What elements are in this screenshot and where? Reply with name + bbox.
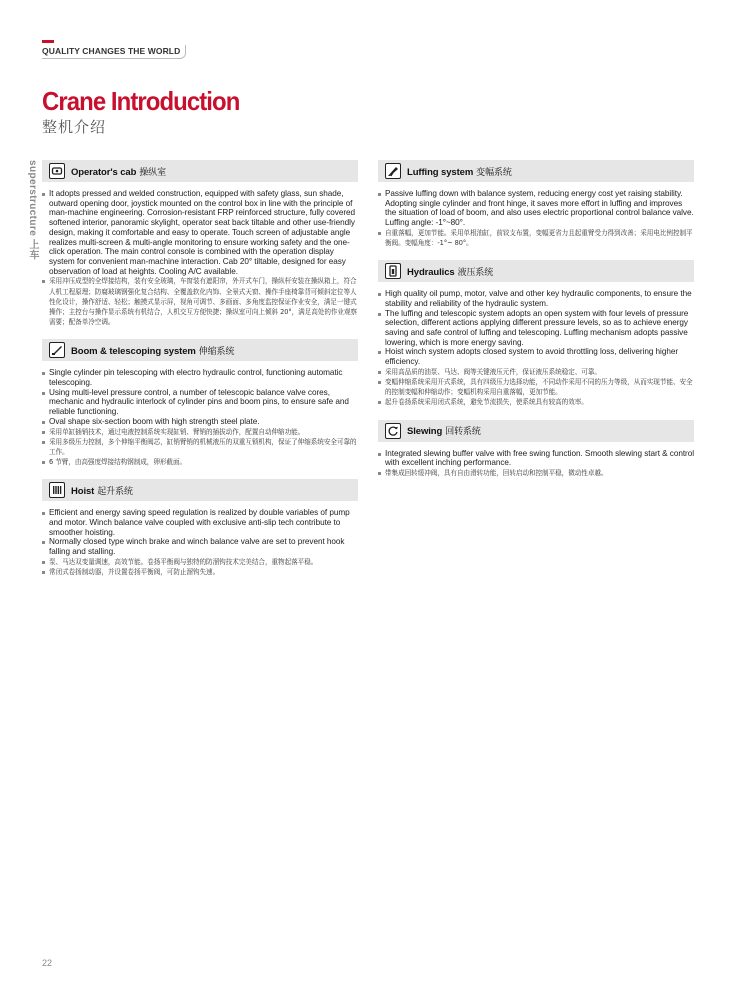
list-item-cn: 采用冲压成型的全焊接结构，装有安全玻璃，车窗装有遮阳帘，外开式车门，操纵杆安装在操纵箱上，符合人机工程原理；防腐玻璃钢强化复合结构、全覆盖软化内饰、全景式天窗、操作手座椅靠背可倾斜定位等人性化设计，操作舒适、轻松；触摸式显示屏，视角可调节、多画面、多角度监控保证作业安全，满足一键式操作；主控台与操作显示系统有机结合，人机交互方便快捷；操纵室可向上倾斜 20°，满足高处的作业观察需要；配备单冷空调。 <box>42 276 358 327</box>
list-item-cn: 变幅伸缩系统采用开式系统，具有四级压力选择功能，不同动作采用不同的压力等级，从而实现节能、安全的控制变幅和伸缩动作；变幅机构采用自重落幅，更加节能。 <box>378 377 694 397</box>
section-header <box>42 479 358 501</box>
section-header <box>378 260 694 282</box>
list-item: Oval shape six-section boom with high strength steel plate. <box>42 417 358 427</box>
page-title: Crane Introduction <box>42 86 240 116</box>
item-list <box>42 368 358 467</box>
left-column <box>42 160 358 589</box>
section-slewing <box>378 420 694 479</box>
list-item-cn: 泵、马达双变量调速，高效节能。卷扬平衡阀与独特的防溜钩技术完美结合，重物起落平稳。 <box>42 557 358 567</box>
section-operators-cab <box>42 160 358 327</box>
list-item-cn: 采用多级压力控制，多个伸缩平衡阀芯，缸销臂销的机械液压的双重互锁机构，保证了伸缩系统安全可靠的工作。 <box>42 437 358 457</box>
item-list <box>378 289 694 407</box>
list-item: Hoist winch system adopts closed system to avoid throttling loss, delivering higher efficiency. <box>378 347 694 366</box>
hoist-icon <box>49 482 65 498</box>
luffing-icon <box>385 163 401 179</box>
section-title: Hoist 起升系统 <box>71 485 133 497</box>
slewing-icon <box>385 423 401 439</box>
cab-icon <box>49 163 65 179</box>
item-list <box>378 189 694 248</box>
item-list <box>378 449 694 479</box>
hydraulics-icon <box>385 263 401 279</box>
page-subtitle: 整机介绍 <box>42 118 107 136</box>
list-item: It adopts pressed and welded construction, equipped with safety glass, sun shade, outward opening door, joystick mounted on the control box in line with the principle of man-machine engineering. Corrosion-resistant FRP reinforced structure, fully covered softened interior, panoramic skylight, operator seat back tiltable and other use-friendly design, making it comfortable and easy to operate. Touch screen of adjustable angle realizes multi-screen & multi-angle monitoring to ensure working safety and the one-click operation. The main control console is combined with the operation display system for convenient man-machine interaction. Cab 20° tiltable, designed for easy observation of load at heights. Cooling A/C available. <box>42 189 358 276</box>
section-hoist <box>42 479 358 577</box>
section-title: Hydraulics 液压系统 <box>407 266 494 278</box>
section-title: Boom & telescoping system 伸缩系统 <box>71 345 235 357</box>
list-item: The luffing and telescopic system adopts an open system with four levels of pressure selection, different actions applying different pressure levels, so as to achieve energy saving and safe control of luffing and telescoping. Luffing mechanism adopts passive lowering, which is more energy saving. <box>378 309 694 348</box>
section-luffing <box>378 160 694 248</box>
list-item-cn: 采用单缸插销技术，通过电液控制系统实现缸销、臂销的插拔动作，配置自动伸缩功能。 <box>42 427 358 437</box>
list-item: Single cylinder pin telescoping with electro hydraulic control, functioning automatic telescoping. <box>42 368 358 387</box>
list-item: Efficient and energy saving speed regulation is realized by double variables of pump and motor. Winch balance valve coupled with exclusive anti-slip tech contribute to smoother hoisting. <box>42 508 358 537</box>
boom-icon <box>49 342 65 358</box>
list-item: High quality oil pump, motor, valve and other key hydraulic components, to ensure the stability and reliability of the hydraulic system. <box>378 289 694 308</box>
page-number: 22 <box>42 958 53 968</box>
list-item: Passive luffing down with balance system, reducing energy cost yet raising stability. Adopting single cylinder and front hinge, it saves more effort in luffing and improves the situation of load of boom, and also uses electric proportional control balance valve. Luffing angle: -1°~80°. <box>378 189 694 228</box>
list-item: Normally closed type winch brake and winch balance valve are set to prevent hook falling and stalling. <box>42 537 358 556</box>
list-item-cn: 6 节臂，由高强度焊接结构钢制成，卵形截面。 <box>42 457 358 467</box>
section-title: Luffing system 变幅系统 <box>407 166 512 178</box>
list-item-cn: 采用高品质的油泵、马达、阀等关键液压元件，保证液压系统稳定、可靠。 <box>378 367 694 377</box>
list-item-cn: 起升卷扬系统采用闭式系统，避免节流损失，使系统具有较高的效率。 <box>378 397 694 407</box>
side-section-label: superstructure 上车 <box>27 160 38 261</box>
right-column <box>378 160 694 490</box>
section-header <box>42 339 358 361</box>
section-header <box>42 160 358 182</box>
list-item-cn: 自重落幅，更加节能。采用单根油缸，前铰支布置，变幅更省力且起重臂受力得到改善；采用电比例控制平衡阀。变幅角度：-1°~ 80°。 <box>378 228 694 248</box>
brand-slogan: QUALITY CHANGES THE WORLD <box>42 45 186 59</box>
list-item: Using multi-level pressure control, a number of telescopic balance valve cores, mechanic and hydraulic interlock of cylinder pins and boom pins, to ensure safe and reliable functioning. <box>42 388 358 417</box>
section-header <box>378 420 694 442</box>
list-item: Integrated slewing buffer valve with free swing function. Smooth slewing start & control with excellent inching performance. <box>378 449 694 468</box>
list-item-cn: 常闭式卷扬制动器，并设置卷扬平衡阀，可防止溜钩失速。 <box>42 567 358 577</box>
item-list <box>42 508 358 577</box>
section-header <box>378 160 694 182</box>
section-hydraulics <box>378 260 694 407</box>
brand-accent-bar <box>42 40 54 43</box>
section-boom-telescoping <box>42 339 358 467</box>
section-title: Operator's cab 操纵室 <box>71 166 166 178</box>
section-title: Slewing 回转系统 <box>407 426 481 438</box>
item-list <box>42 189 358 327</box>
list-item-cn: 带集成回转缓冲阀，具有自由滑转功能，回转启动和控制平稳，微动性卓越。 <box>378 468 694 478</box>
